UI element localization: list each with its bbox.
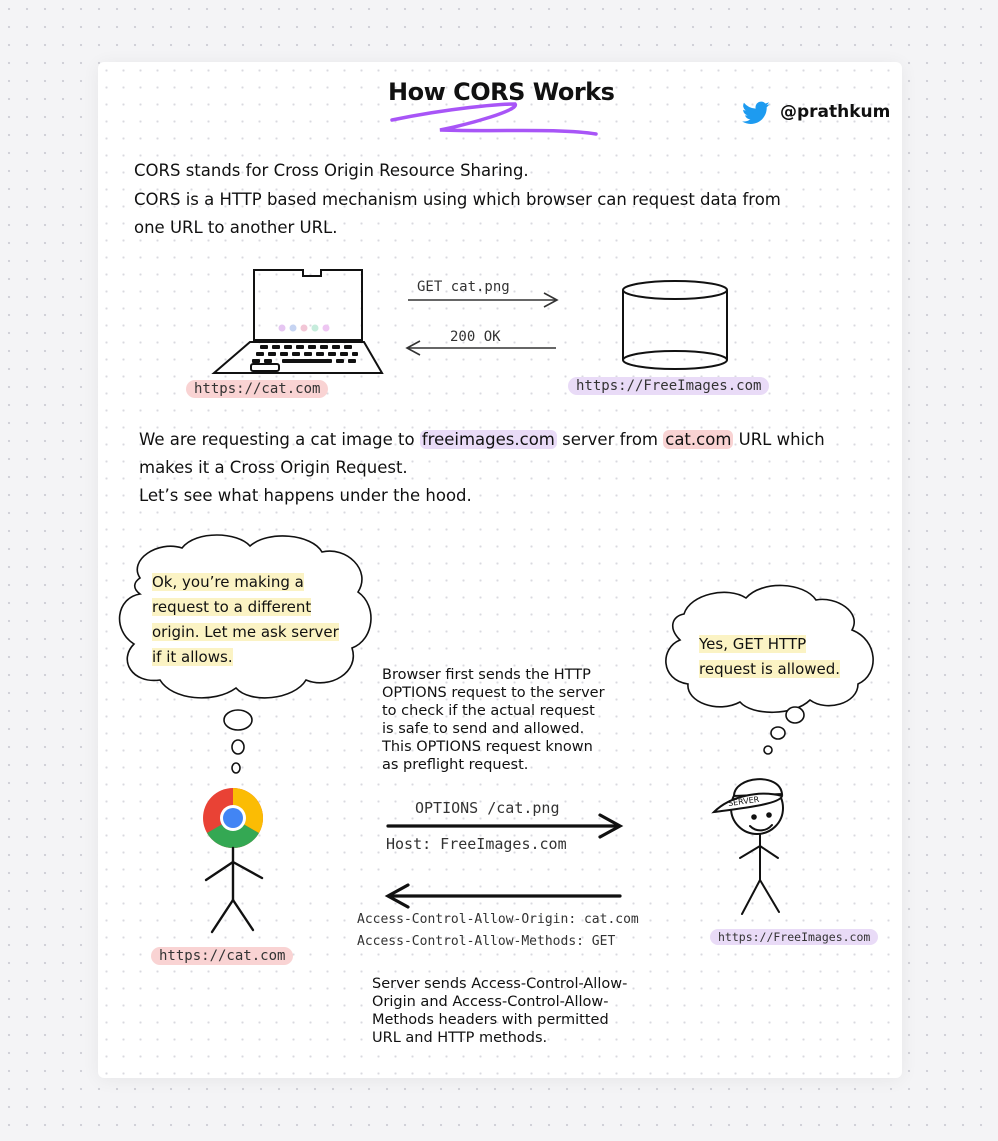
client-url-pill-2: https://cat.com	[151, 947, 293, 965]
options-host-line: Host: FreeImages.com	[386, 835, 567, 853]
server-url-pill-2: https://FreeImages.com	[710, 929, 878, 945]
request-arrow	[408, 293, 557, 307]
preflight-note-line-1: Browser first sends the HTTP	[382, 667, 591, 683]
explanation-line-2: makes it a Cross Origin Request.	[139, 458, 408, 477]
browser-thought-line-1: Ok, you’re making a	[152, 573, 304, 591]
browser-thought-text	[152, 570, 339, 670]
database-cylinder-icon	[623, 281, 727, 369]
explanation-text-a: We are requesting a cat image to	[139, 430, 420, 449]
freeimages-highlight: freeimages.com	[421, 430, 555, 449]
options-request-arrow	[388, 815, 620, 837]
chrome-logo-icon	[203, 788, 263, 848]
browser-thought-bubbles	[224, 710, 252, 773]
get-request-label: GET cat.png	[417, 279, 510, 295]
allow-methods-header: Access-Control-Allow-Methods: GET	[357, 934, 616, 949]
explanation-text-c: URL which	[733, 430, 825, 449]
server-thought-text	[699, 632, 840, 682]
laptop-icon	[214, 270, 382, 373]
preflight-note-line-3: to check if the actual request	[382, 703, 595, 719]
preflight-note-line-6: as preflight request.	[382, 757, 529, 773]
explanation-line-3: Let’s see what happens under the hood.	[139, 486, 472, 505]
intro-line-1: CORS stands for Cross Origin Resource Sharing.	[134, 161, 529, 180]
preflight-note-line-2: OPTIONS request to the server	[382, 685, 605, 701]
response-note	[372, 975, 627, 1047]
server-thought-line-2: request is allowed.	[699, 660, 841, 678]
response-note-line-2: Origin and Access-Control-Allow-	[372, 994, 609, 1010]
server-thought-bubbles	[764, 707, 804, 754]
intro-line-2: CORS is a HTTP based mechanism using which browser can request data from	[134, 190, 781, 209]
twitter-handle[interactable]: @prathkum	[780, 102, 891, 122]
browser-stick-figure	[206, 848, 262, 932]
intro-line-3: one URL to another URL.	[134, 218, 338, 237]
server-url-pill: https://FreeImages.com	[568, 377, 769, 395]
keyboard-keys	[252, 345, 358, 363]
page-title: How CORS Works	[388, 78, 615, 106]
preflight-note	[382, 666, 605, 774]
browser-thought-line-2: request to a different	[152, 598, 312, 616]
twitter-bird-icon	[742, 102, 770, 124]
response-note-line-4: URL and HTTP methods.	[372, 1030, 548, 1046]
client-url-pill: https://cat.com	[186, 380, 328, 398]
catcom-highlight: cat.com	[665, 430, 732, 449]
options-response-arrow	[388, 885, 620, 907]
ok-response-label: 200 OK	[450, 329, 501, 345]
explanation-line-1	[139, 426, 825, 454]
options-method-line: OPTIONS /cat.png	[415, 799, 560, 817]
title-underline-scribble	[392, 104, 596, 134]
server-cap-label: SERVER	[727, 794, 760, 809]
browser-thought-line-4: if it allows.	[152, 648, 233, 666]
explanation-text-b: server from	[556, 430, 664, 449]
response-note-line-1: Server sends Access-Control-Allow-	[372, 976, 628, 992]
server-thought-line-1: Yes, GET HTTP	[699, 635, 807, 653]
response-note-line-3: Methods headers with permitted	[372, 1012, 609, 1028]
browser-thought-line-3: origin. Let me ask server	[152, 623, 339, 641]
preflight-note-line-5: This OPTIONS request known	[382, 739, 593, 755]
allow-origin-header: Access-Control-Allow-Origin: cat.com	[357, 912, 639, 927]
preflight-note-line-4: is safe to send and allowed.	[382, 721, 585, 737]
